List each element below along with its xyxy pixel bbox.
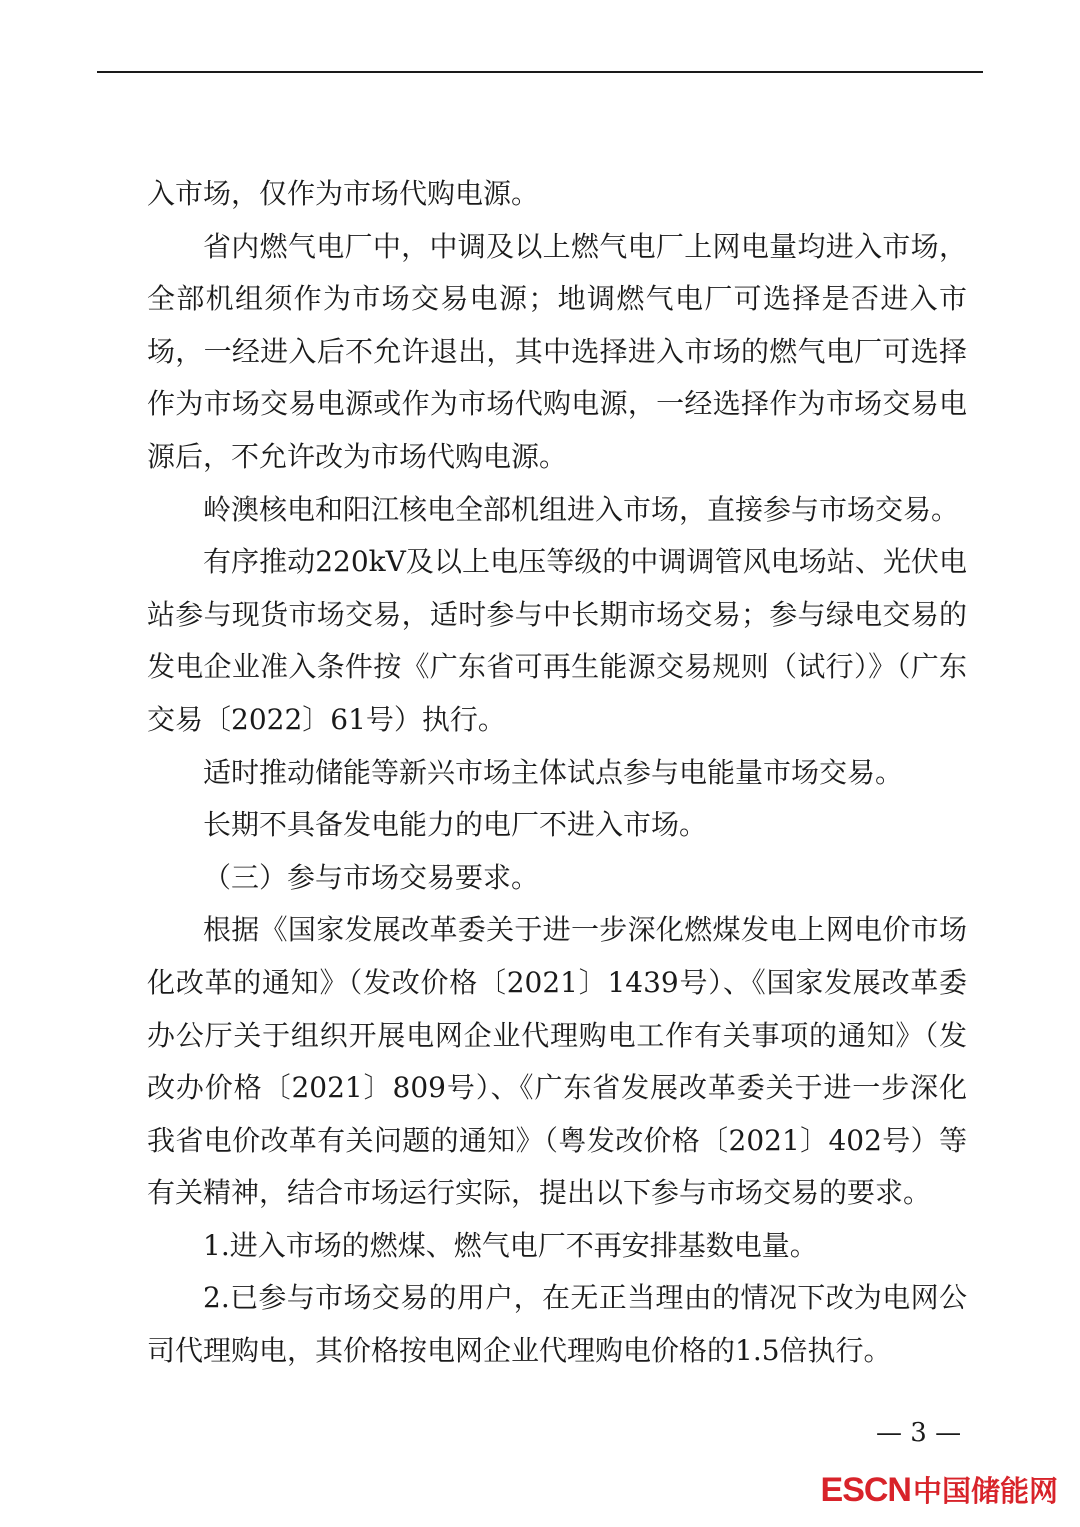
header-rule — [97, 71, 983, 73]
paragraph-inactive-plants: 长期不具备发电能力的电厂不进入市场。 — [203, 808, 708, 842]
paragraph-storage: 适时推动储能等新兴市场主体试点参与电能量市场交易。 — [203, 755, 904, 789]
page-number: — 3 — — [876, 1418, 962, 1448]
paragraph-continuation: 入市场，仅作为市场代购电源。 — [147, 177, 540, 210]
paragraph-gas-plants: 省内燃气电厂中，中调及以上燃气电厂上网电量均进入市场，全部机组须作为市场交易电源；地调燃气电厂可选择是否进入市场，一经进入后不允许退出，其中选择进入市场的燃气电厂可选择作为市场交易电源或作为市场代购电源，一经选择作为市场交易电源后，不允许改为市场代购电源。 — [147, 229, 967, 473]
list-item-2: 2.已参与市场交易的用户，在无正当理由的情况下改为电网公司代理购电，其价格按电网企业代理购电价格的1.5倍执行。 — [147, 1281, 967, 1368]
document-body — [147, 168, 967, 1378]
watermark-cn-text: 中国储能网 — [912, 1474, 1058, 1508]
escn-watermark-logo — [821, 1469, 1058, 1510]
list-item-1: 1.进入市场的燃煤、燃气电厂不再安排基数电量。 — [203, 1228, 818, 1262]
paragraph-nuclear: 岭澳核电和阳江核电全部机组进入市场，直接参与市场交易。 — [203, 492, 960, 526]
paragraph-renewables: 有序推动220kV及以上电压等级的中调调管风电场站、光伏电站参与现货市场交易，适时参与中长期市场交易；参与绿电交易的发电企业准入条件按《广东省可再生能源交易规则（试行）》（广东交易〔2022〕61号）执行。 — [147, 545, 967, 736]
section-heading: （三）参与市场交易要求。 — [203, 860, 540, 894]
paragraph-policy-basis: 根据《国家发展改革委关于进一步深化燃煤发电上网电价市场化改革的通知》（发改价格〔2021〕1439号）、《国家发展改革委办公厅关于组织开展电网企业代理购电工作有关事项的通知》（发改办价格〔2021〕809号）、《广东省发展改革委关于进一步深化我省电价改革有关问题的通知》（粤发改价格〔2021〕402号）等有关精神，结合市场运行实际，提出以下参与市场交易的要求。 — [147, 913, 967, 1210]
watermark-escn-text: ESCN — [820, 1471, 911, 1509]
